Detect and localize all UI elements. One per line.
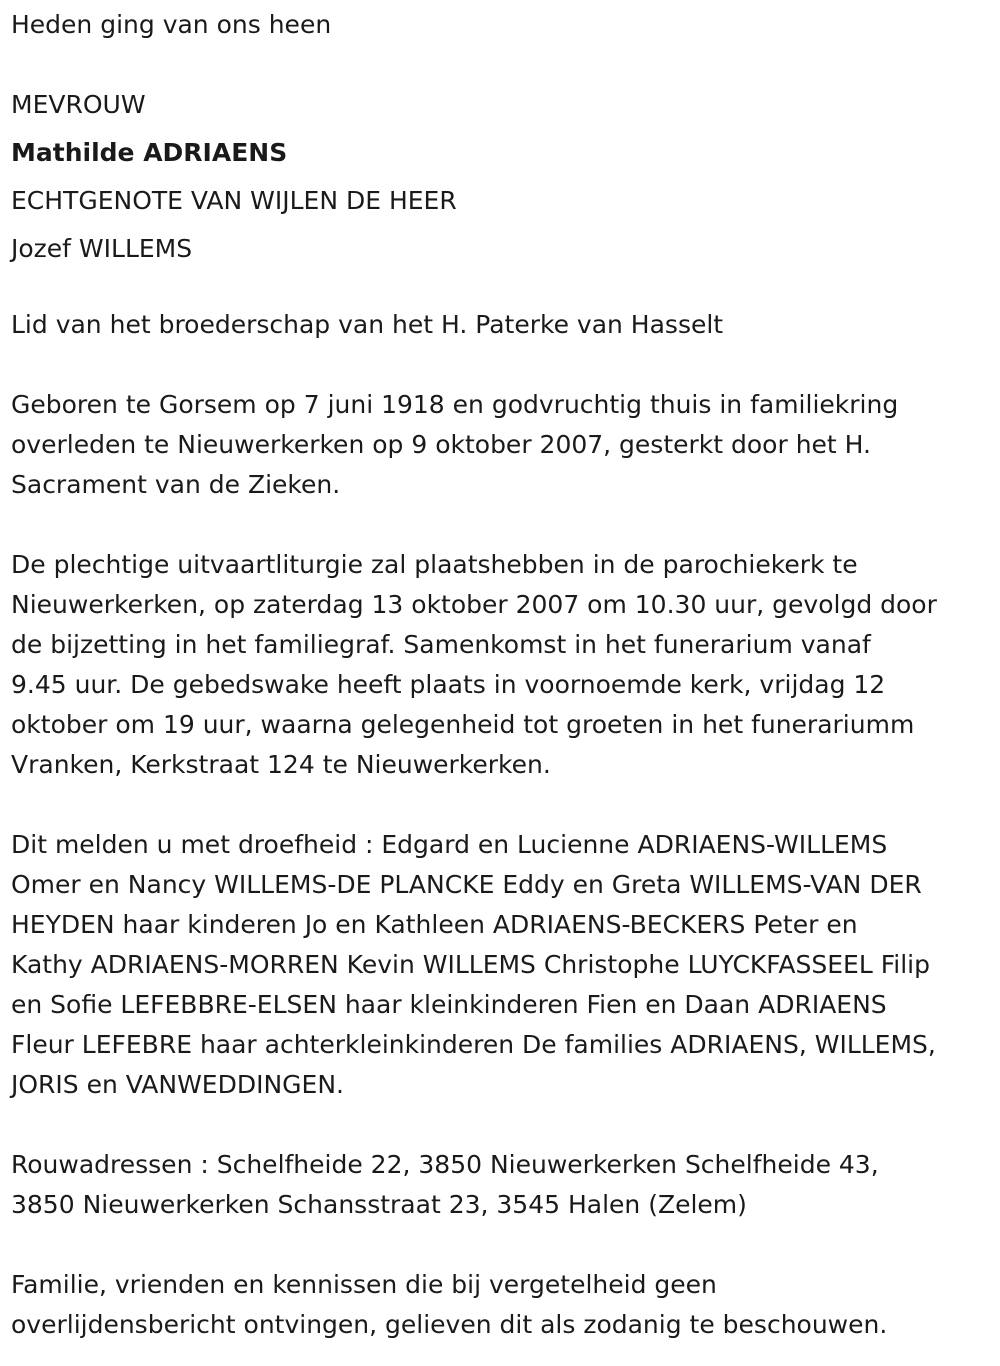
birth-death-paragraph [11, 385, 991, 505]
paragraph-line: 3850 Nieuwerkerken Schansstraat 23, 3545 Halen (Zelem) [11, 1190, 747, 1219]
spacer [11, 1225, 991, 1265]
spacer [11, 1105, 991, 1145]
paragraph-line: De plechtige uitvaartliturgie zal plaatshebben in de parochiekerk te [11, 550, 858, 579]
spacer [11, 49, 991, 81]
intro-line: Heden ging van ons heen [11, 10, 332, 39]
paragraph-line: de bijzetting in het familiegraf. Samenkomst in het funerarium vanaf [11, 630, 871, 659]
paragraph-line: HEYDEN haar kinderen Jo en Kathleen ADRIAENS-BECKERS Peter en [11, 910, 858, 939]
paragraph-line: Fleur LEFEBRE haar achterkleinkinderen De families ADRIAENS, WILLEMS, [11, 1030, 936, 1059]
spacer [11, 505, 991, 545]
spacer [11, 273, 991, 305]
spacer [11, 345, 991, 385]
paragraph-line: Geboren te Gorsem op 7 juni 1918 en godvruchtig thuis in familiekring [11, 390, 899, 419]
paragraph-line: Kathy ADRIAENS-MORREN Kevin WILLEMS Christophe LUYCKFASSEEL Filip [11, 950, 930, 979]
relation-line: ECHTGENOTE VAN WIJLEN DE HEER [11, 186, 457, 215]
paragraph-line: 9.45 uur. De gebedswake heeft plaats in voornoemde kerk, vrijdag 12 [11, 670, 886, 699]
spacer [11, 785, 991, 825]
family-paragraph [11, 825, 991, 1105]
paragraph-line: Vranken, Kerkstraat 124 te Nieuwerkerken. [11, 750, 551, 779]
paragraph-line: Familie, vrienden en kennissen die bij vergetelheid geen [11, 1270, 717, 1299]
obituary-document [11, 0, 991, 1345]
paragraph-line: overlijdensbericht ontvingen, gelieven dit als zodanig te beschouwen. [11, 1310, 888, 1339]
paragraph-line: Sacrament van de Zieken. [11, 470, 341, 499]
addresses-paragraph [11, 1145, 991, 1225]
paragraph-line: oktober om 19 uur, waarna gelegenheid tot groeten in het funerariumm [11, 710, 915, 739]
paragraph-line: en Sofie LEFEBBRE-ELSEN haar kleinkinderen Fien en Daan ADRIAENS [11, 990, 887, 1019]
paragraph-line: overleden te Nieuwerkerken op 9 oktober 2007, gesterkt door het H. [11, 430, 871, 459]
paragraph-line: Rouwadressen : Schelfheide 22, 3850 Nieuwerkerken Schelfheide 43, [11, 1150, 879, 1179]
brotherhood-line: Lid van het broederschap van het H. Paterke van Hasselt [11, 310, 724, 339]
paragraph-line: Nieuwerkerken, op zaterdag 13 oktober 2007 om 10.30 uur, gevolgd door [11, 590, 937, 619]
closing-paragraph [11, 1265, 991, 1345]
spouse-name: Jozef WILLEMS [11, 234, 193, 263]
funeral-paragraph [11, 545, 991, 785]
paragraph-line: Omer en Nancy WILLEMS-DE PLANCKE Eddy en Greta WILLEMS-VAN DER [11, 870, 922, 899]
paragraph-line: Dit melden u met droefheid : Edgard en Lucienne ADRIAENS-WILLEMS [11, 830, 888, 859]
paragraph-line: JORIS en VANWEDDINGEN. [11, 1070, 344, 1099]
deceased-name: Mathilde ADRIAENS [11, 138, 288, 167]
title-prefix: MEVROUW [11, 90, 146, 119]
